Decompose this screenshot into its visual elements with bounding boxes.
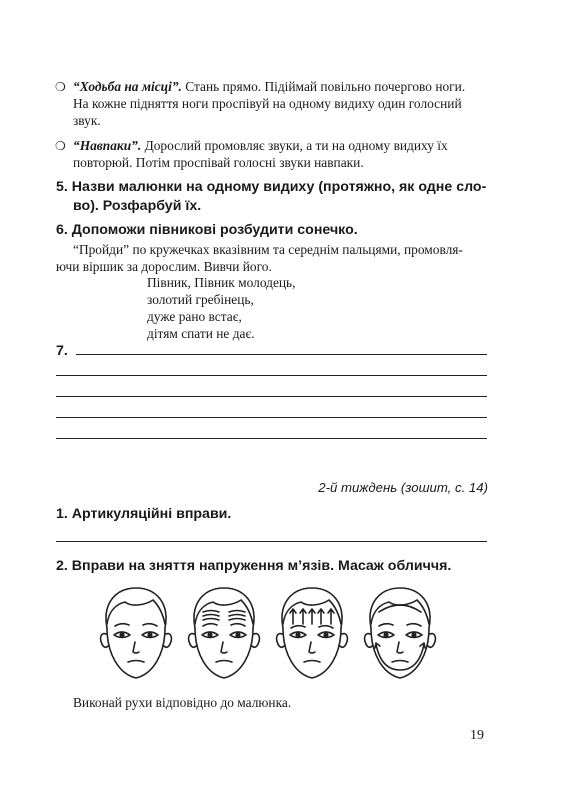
circle-bullet-icon: ❍ <box>55 80 66 94</box>
face-forehead-wrinkles-icon <box>181 582 267 686</box>
answer-line[interactable] <box>56 375 487 376</box>
exercise-navpaky-line2: повторюй. Потім проспівай голосні звуки навпаки. <box>73 155 364 170</box>
task6-heading: 6. Допоможи півникові розбудити сонечко. <box>56 222 358 238</box>
task1-heading: 1. Артикуляційні вправи. <box>56 506 232 522</box>
task6-instruction-line2: ючи віршик за дорослим. Вивчи його. <box>56 259 272 274</box>
exercise-navpaky-line1: Дорослий промовляє звуки, а ти на одному видиху їх <box>144 138 448 153</box>
answer-line[interactable] <box>56 396 487 397</box>
poem-line: золотий гребінець, <box>147 292 254 307</box>
task2-heading: 2. Вправи на зняття напруження м’язів. Масаж обличчя. <box>56 558 452 574</box>
poem-line: Півник, Півник молодець, <box>147 275 296 290</box>
task7-number: 7. <box>56 343 68 359</box>
circle-bullet-icon: ❍ <box>55 139 66 153</box>
page-number: 19 <box>470 728 484 743</box>
exercise-hodba-title: “Ходьба на місці”. <box>73 79 182 94</box>
answer-line[interactable] <box>56 541 487 542</box>
faces-caption: Виконай рухи відповідно до малюнка. <box>73 695 292 710</box>
poem-line: дуже рано встає, <box>147 309 242 324</box>
answer-line[interactable] <box>56 438 487 439</box>
exercise-hodba <box>73 78 493 95</box>
face-cheek-massage-icon <box>357 582 443 686</box>
exercise-navpaky-title: “Навпаки”. <box>73 138 142 153</box>
exercise-hodba-line3: звук. <box>73 113 101 128</box>
face-neutral-icon <box>93 582 179 686</box>
poem-line: дітям спати не дає. <box>147 326 255 341</box>
exercise-hodba-line1: Стань прямо. Підіймай повільно почергово ноги. <box>185 79 466 94</box>
task5-heading-line1: 5. Назви малюнки на одному видиху (протяжно, як одне сло- <box>56 179 487 195</box>
week-label: 2-й тиждень (зошит, с. 14) <box>318 480 488 495</box>
task5-heading-line2: во). Розфарбуй їх. <box>73 198 202 214</box>
exercise-navpaky <box>73 137 493 154</box>
answer-line[interactable] <box>76 354 487 355</box>
answer-line[interactable] <box>56 417 487 418</box>
task6-instruction-line1: “Пройди” по кружечках вказівним та середнім пальцями, промовля- <box>73 242 463 257</box>
face-forehead-arrows-icon <box>269 582 355 686</box>
exercise-hodba-line2: На кожне підняття ноги проспівуй на одному видиху один голосний <box>73 96 462 111</box>
